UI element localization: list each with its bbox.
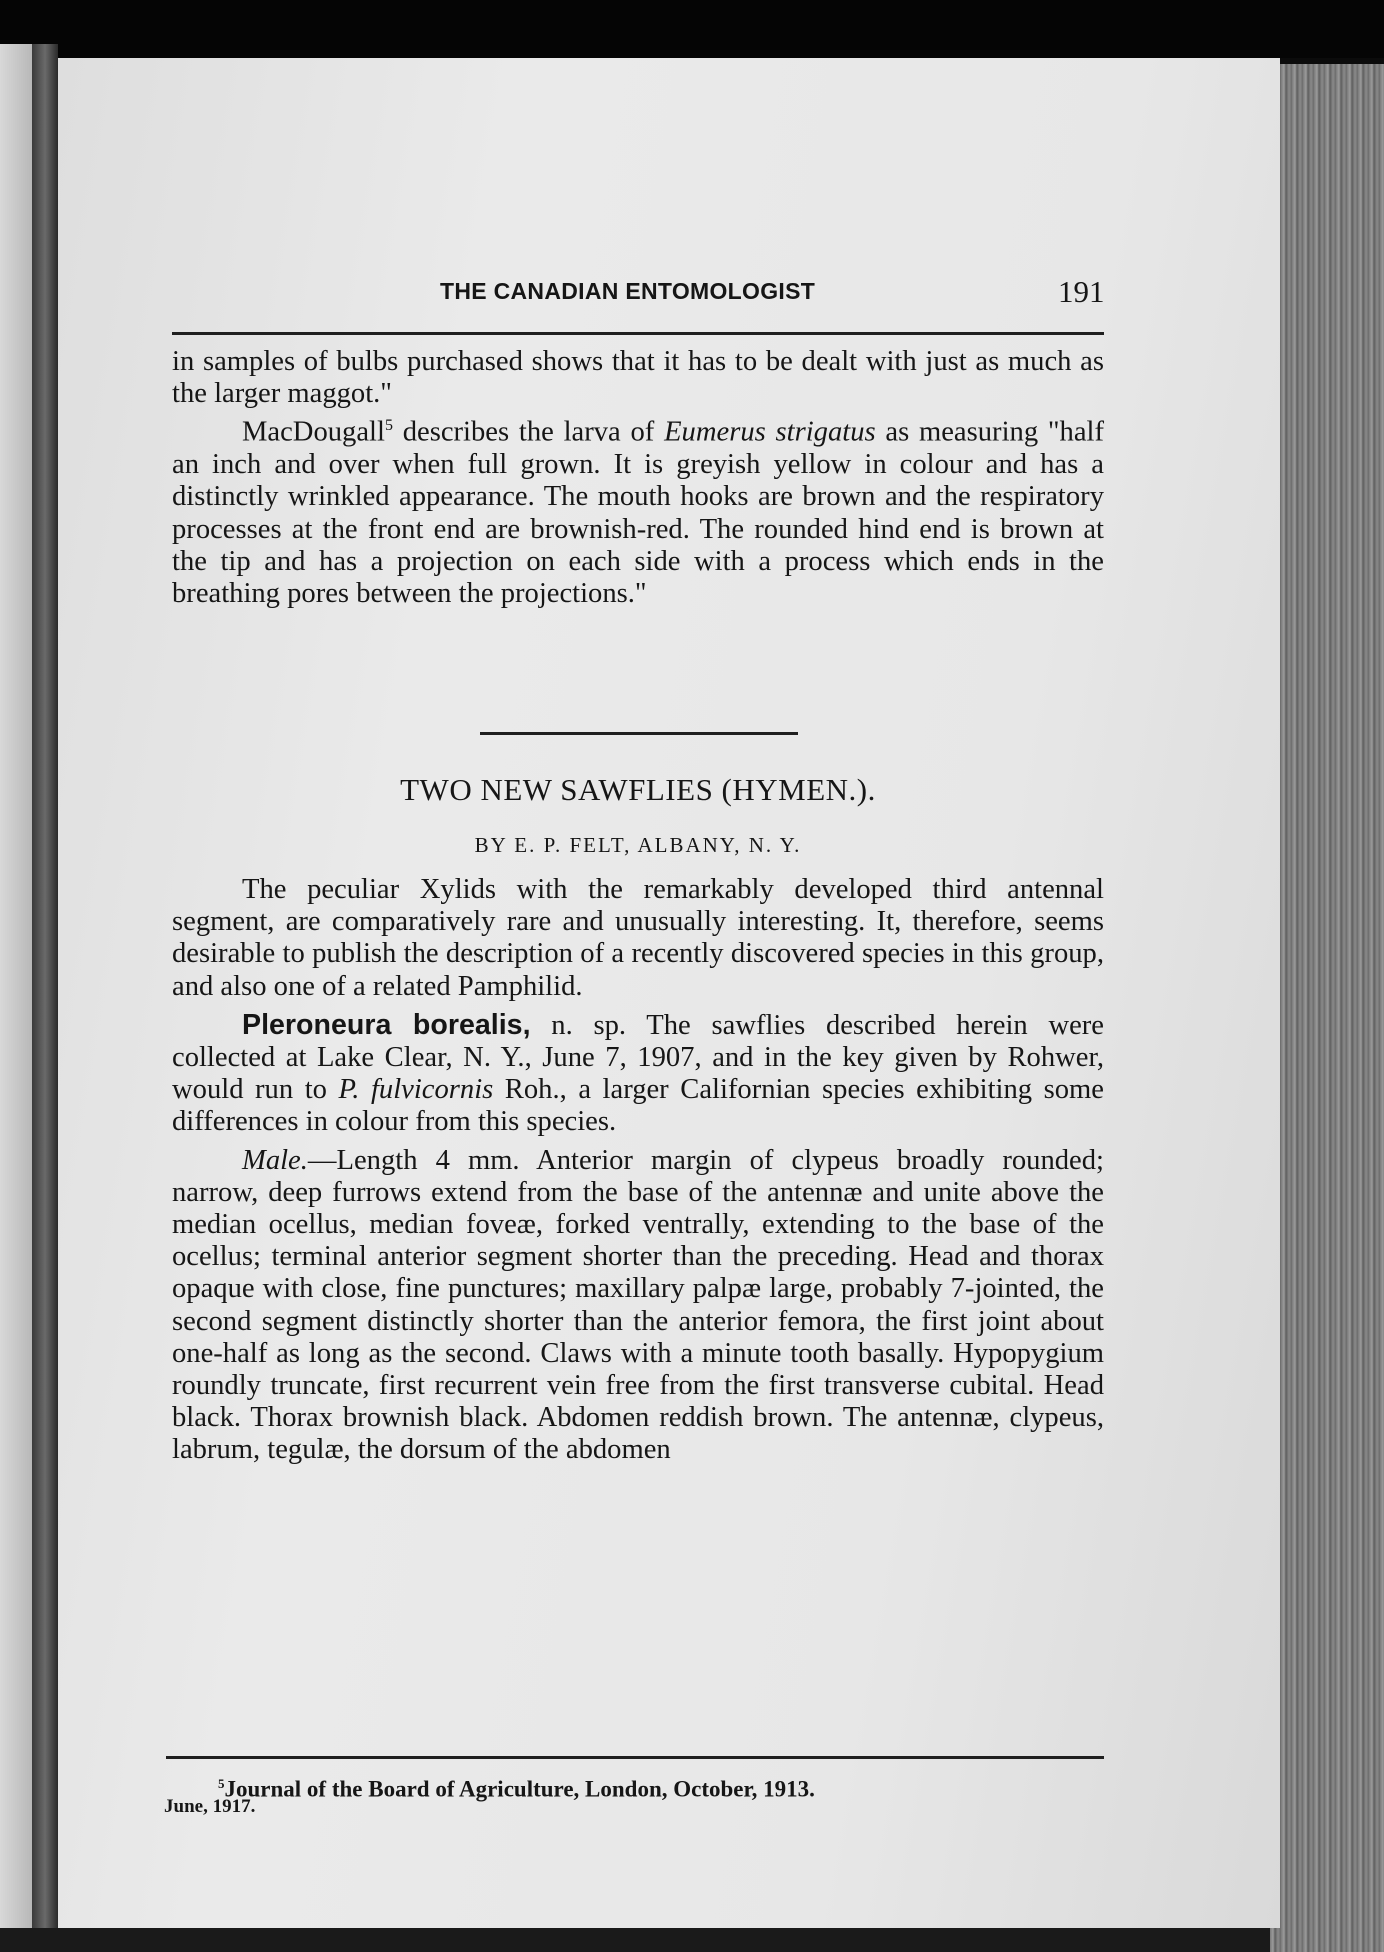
cited-author: MacDougall <box>242 416 385 448</box>
header-rule <box>172 332 1104 335</box>
facing-page-edge <box>0 44 32 1952</box>
male-label: Male. <box>242 1144 308 1176</box>
paragraph-text: describes the larva of <box>392 416 665 448</box>
page-stack-edge <box>1270 64 1384 1952</box>
article-byline: BY E. P. FELT, ALBANY, N. Y. <box>474 833 802 857</box>
page-number: 191 <box>1058 274 1105 309</box>
top-shadow <box>0 0 1384 58</box>
paragraph-text: Roh., a larger Californian species exhibiting some differences in colour from this species. <box>172 1074 1104 1138</box>
footnote-ref: 5 <box>384 417 393 435</box>
continued-text <box>172 346 1104 610</box>
footnote-text: Journal of the Board of Agriculture, London, October, 1913. <box>224 1776 815 1802</box>
male-description <box>172 1145 1104 1467</box>
article-title: TWO NEW SAWFLIES (HYMEN.). <box>400 772 876 807</box>
bottom-shadow <box>0 1928 1270 1952</box>
footnote <box>218 1776 815 1803</box>
species-reference: P. fulvicornis <box>338 1074 494 1106</box>
paragraph-text: n. sp. The sawflies described herein were collected at Lake Clear, N. Y., June 7, 1907, and in the key given by Rohwer, would run to <box>172 1009 1105 1106</box>
running-head: THE CANADIAN ENTOMOLOGIST <box>440 278 816 304</box>
issue-date: June, 1917. <box>164 1796 256 1817</box>
continued-paragraph: in samples of bulbs purchased shows that it has to be dealt with just as much as the larger maggot." <box>172 346 1104 410</box>
species-paragraph <box>172 1009 1104 1139</box>
book-gutter <box>32 44 58 1952</box>
paragraph-text: as measuring "half an inch and over when full grown. It is greyish yellow in colour and has a distinctly wrinkled appearance. The mouth hooks are brown and the respiratory processes at the front end are brownish-red. The rounded hind end is brown at the tip and has a projection on each side with a process which ends in the breathing pores between the projections." <box>172 416 1105 609</box>
macdougall-paragraph <box>172 410 1104 610</box>
paragraph-text: —Length 4 mm. Anterior margin of clypeus broadly rounded; narrow, deep furrows extend from the base of the antennæ and unite above the median ocellus, median foveæ, forked ventrally, extending to the base of the ocellus; terminal anterior segment shorter than the preceding. Head and thorax opaque with close, fine punctures; maxillary palpæ large, probably 7-jointed, the second segment distinctly shorter than the anterior femora, the first joint about one-half as long as the second. Claws with a minute tooth basally. Hypopygium roundly truncate, first recurrent vein free from the first transverse cubital. Head black. Thorax brownish black. Abdomen reddish brown. The antennæ, clypeus, labrum, tegulæ, the dorsum of the abdomen <box>172 1144 1104 1466</box>
species-heading: Pleroneura borealis, <box>242 1008 531 1041</box>
species-name: Eumerus strigatus <box>664 416 876 448</box>
article-body <box>172 874 1104 1467</box>
footnote-rule <box>166 1756 1104 1759</box>
section-divider <box>480 732 798 735</box>
footnote-marker: 5 <box>218 1776 225 1791</box>
intro-paragraph: The peculiar Xylids with the remarkably developed third antennal segment, are comparatively rare and unusually interesting. It, therefore, seems desirable to publish the description of a recently discovered species in this group, and also one of a related Pamphilid. <box>172 874 1104 1002</box>
